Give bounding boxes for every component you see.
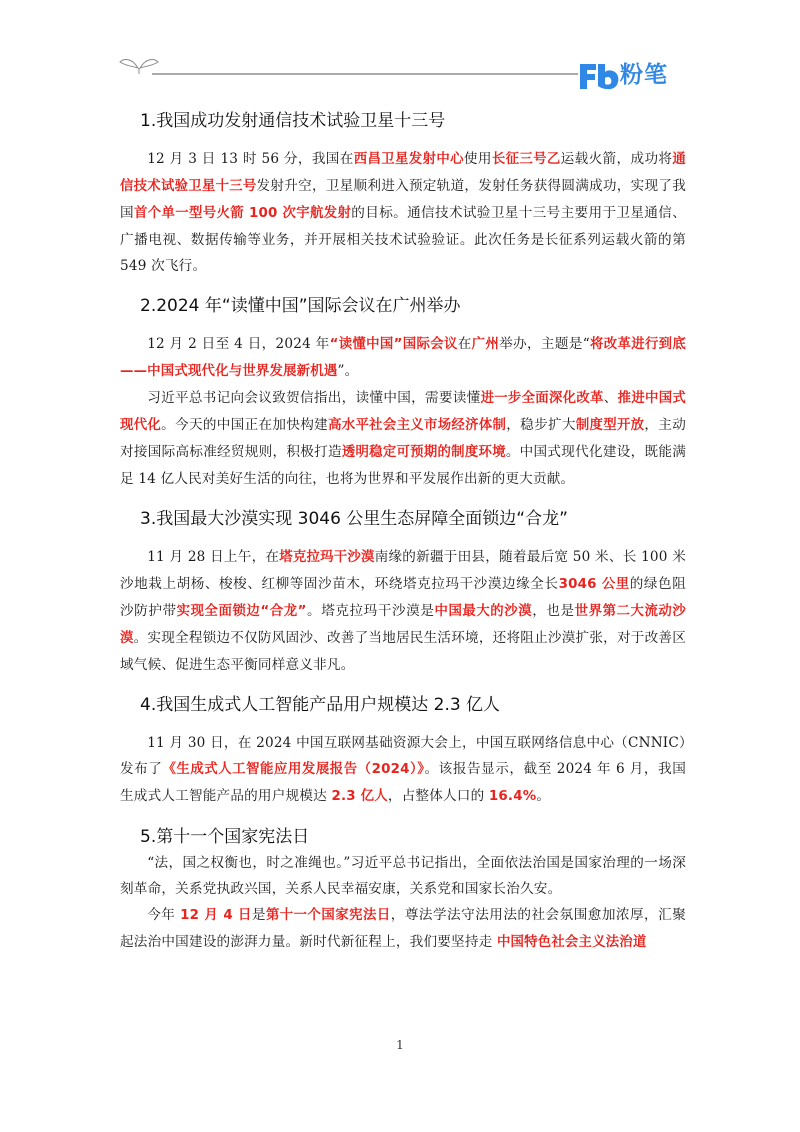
highlighted-text: 透明稳定可预期的制度环境 <box>341 445 506 460</box>
highlighted-text: 将改革进行到底——中国式现代化与世界发展新机遇 <box>120 337 686 379</box>
body-text: 、 <box>603 390 618 406</box>
body-text: ”。 <box>337 363 359 379</box>
section-heading: 1.我国成功发射通信技术试验卫星十三号 <box>140 111 446 131</box>
body-text: 。 <box>536 788 551 804</box>
highlighted-text: “读懂中国”国际会议 <box>329 337 458 352</box>
body-text: ，主动对接国际高标准经贸规则，积极打造 <box>120 417 686 460</box>
body-text: 运载火箭，成功将 <box>560 151 673 167</box>
body-text: 11 月 28 日上午，在 <box>147 549 280 565</box>
highlighted-text: 世界第二大流动沙漠 <box>120 604 686 646</box>
body-text: 今年 <box>147 907 181 923</box>
body-text: “法，国之权衡也，时之准绳也。”习近平总书记指出，全面依法治国是国家治理的一场深刻革命，关系党执政兴国，关系人民幸福安康，关系党和国家长治久安。 <box>120 855 686 897</box>
section-heading: 3.我国最大沙漠实现 3046 公里生态屏障全面锁边“合龙” <box>140 509 568 529</box>
body-text: 南缘的新疆于田县，随着最后宽 50 米、长 100 米沙地栽上胡杨、梭梭、红柳等固沙苗木，环绕塔克拉玛干沙漠边缘全长 <box>120 549 686 592</box>
body-text: 12 月 2 日至 4 日，2024 年 <box>147 336 330 352</box>
body-text: 。实现全程锁边不仅防风固沙、改善了当地居民生活环境，还将阻止沙漠扩张，对于改善区域气候、促进生态平衡同样意义非凡。 <box>120 630 686 673</box>
section-paragraph <box>120 544 686 678</box>
body-text: 的绿色阻沙防护带 <box>120 576 686 619</box>
body-text: 发射升空，卫星顺利进入预定轨道，发射任务获得圆满成功，实现了我国 <box>120 178 686 221</box>
highlighted-text: 塔克拉玛干沙漠 <box>279 550 375 565</box>
highlighted-text: 第十一个国家宪法日 <box>265 908 391 923</box>
body-text: 在 <box>457 336 472 352</box>
highlighted-text: 实现全面锁边“合龙” <box>176 604 307 619</box>
body-text: ，尊法学法守法用法的社会氛围愈加浓厚，汇聚起法治中国建设的澎湃力量。新时代新征程上，我们要坚持走 <box>120 907 687 950</box>
highlighted-text: 长征三号乙 <box>491 152 561 167</box>
body-text: ，也是 <box>532 603 575 619</box>
section-paragraph <box>120 385 686 492</box>
body-text: 是 <box>251 907 266 923</box>
body-text: 12 月 3 日 13 时 56 分，我国在 <box>147 151 354 167</box>
page-header <box>0 0 800 100</box>
body-text: 的目标。通信技术试验卫星十三号主要用于卫星通信、广播电视、数据传输等业务，并开展相关技术试验验证。此次任务是长征系列运载火箭的第 549 次飞行。 <box>120 205 686 274</box>
body-text: ，稳步扩大 <box>506 417 576 433</box>
sprout-icon <box>120 60 158 74</box>
highlighted-text: 16.4% <box>488 789 537 804</box>
highlighted-text: 中国最大的沙漠 <box>434 604 533 619</box>
highlighted-text: 3046 公里 <box>558 577 630 592</box>
body-text: 使用 <box>463 151 492 167</box>
highlighted-text: 西昌卫星发射中心 <box>353 152 464 167</box>
body-text: 。该报告显示，截至 2024 年 6 月，我国生成式人工智能产品的用户规模达 <box>120 761 686 804</box>
body-text: 举办，主题是“ <box>499 336 590 352</box>
section-paragraph <box>120 902 686 956</box>
highlighted-text: 推进中国式现代化 <box>120 391 686 433</box>
highlighted-text: 通信技术试验卫星十三号 <box>120 152 686 194</box>
section-paragraph <box>120 850 686 902</box>
highlighted-text: 12 月 4 日 <box>180 908 252 923</box>
body-text: 习近平总书记向会议致贺信指出，读懂中国，需要读懂 <box>147 390 481 406</box>
document-body <box>120 108 686 956</box>
body-text: 。今天的中国正在加快构建 <box>161 417 329 433</box>
highlighted-text: 制度型开放 <box>575 418 645 433</box>
fb-logo-icon <box>574 60 622 92</box>
highlighted-text: 首个单一型号火箭 100 次宇航发射 <box>133 206 352 221</box>
body-text: ，占整体人口的 <box>387 788 489 804</box>
highlighted-text: 广州 <box>471 337 500 352</box>
section-heading: 5.第十一个国家宪法日 <box>140 827 310 847</box>
body-text: 。塔克拉玛干沙漠是 <box>306 603 435 619</box>
brand-name: 粉笔 <box>620 62 668 88</box>
section-paragraph <box>120 730 686 810</box>
highlighted-text: 中国特色社会主义法治道 <box>496 935 647 950</box>
highlighted-text: 高水平社会主义市场经济体制 <box>328 418 507 433</box>
section-heading: 2.2024 年“读懂中国”国际会议在广州举办 <box>140 296 461 316</box>
highlighted-text: 2.3 亿人 <box>331 789 388 804</box>
section-paragraph <box>120 146 686 279</box>
highlighted-text: 进一步全面深化改革 <box>480 391 604 406</box>
section-paragraph <box>120 331 686 385</box>
highlighted-text: 《生成式人工智能应用发展报告（2024）》 <box>162 762 425 777</box>
body-text: 。中国式现代化建设，既能满足 14 亿人民对美好生活的向往，也将为世界和平发展作出新的更大贡献。 <box>120 444 686 487</box>
body-text: 11 月 30 日，在 2024 中国互联网基础资源大会上，中国互联网络信息中心（CNNIC）发布了 <box>120 735 686 777</box>
section-heading: 4.我国生成式人工智能产品用户规模达 2.3 亿人 <box>140 695 501 715</box>
page-number: 1 <box>396 1038 404 1052</box>
